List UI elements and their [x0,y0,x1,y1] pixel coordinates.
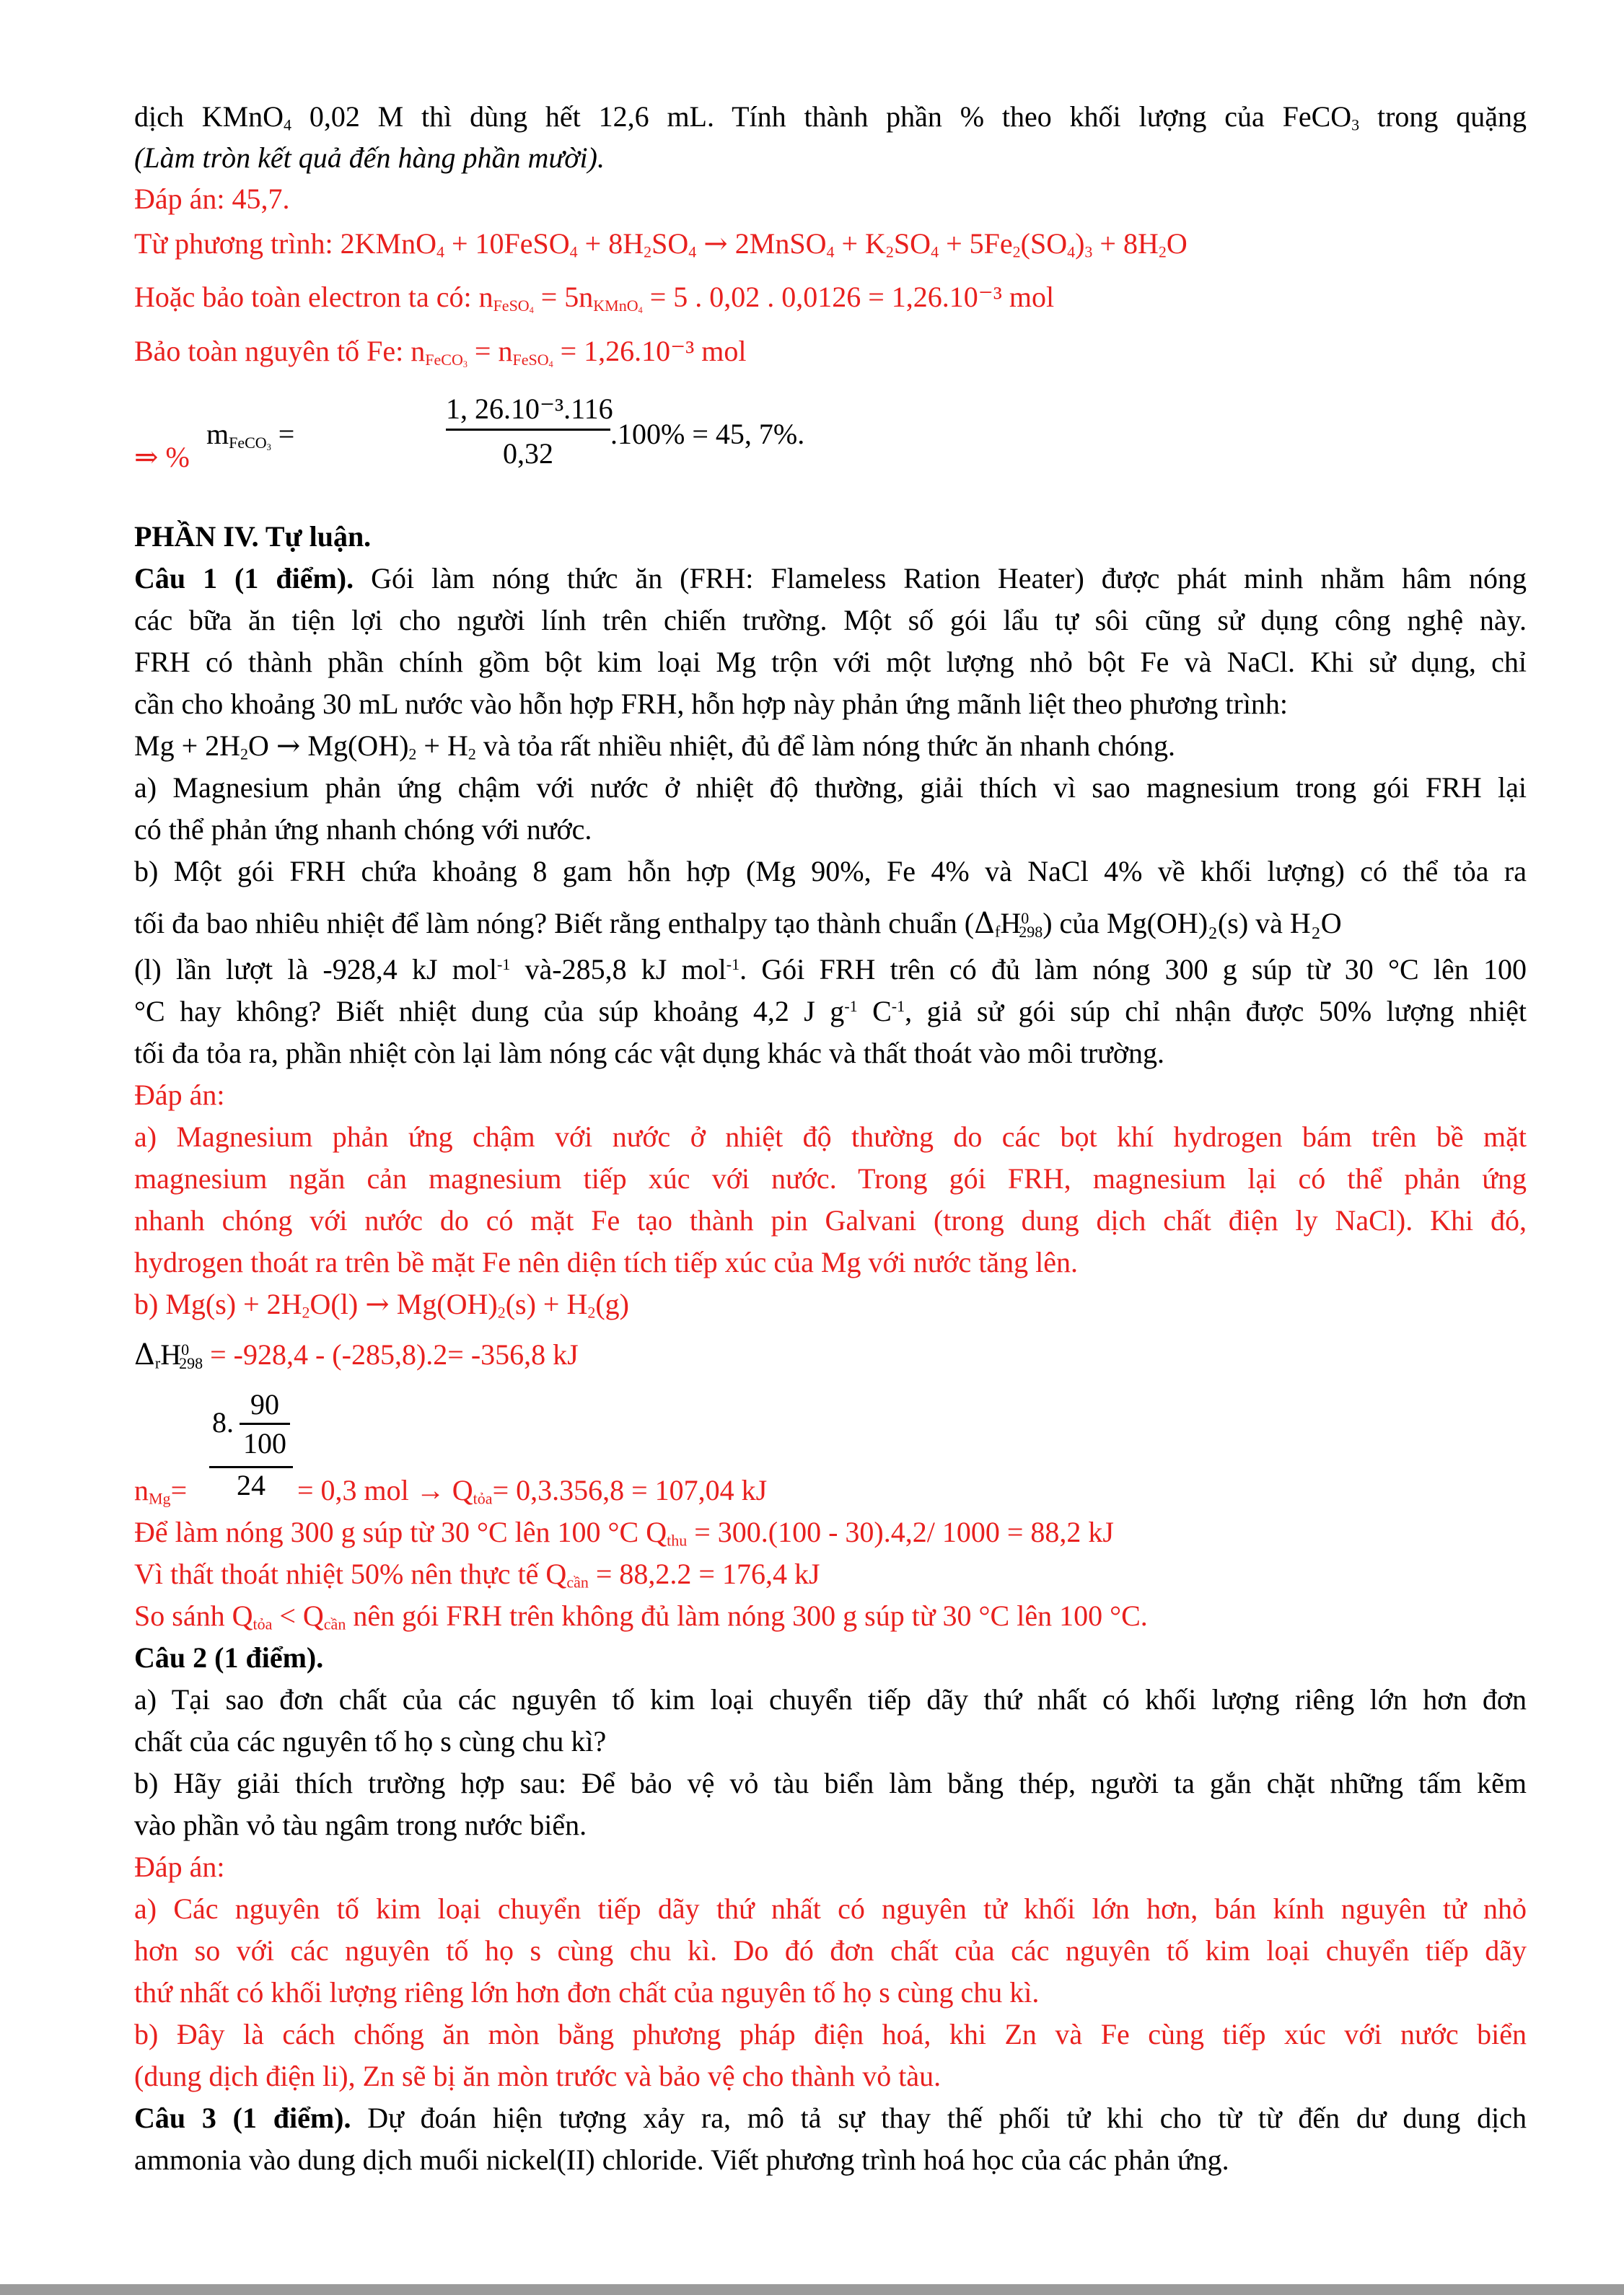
text-span: tối đa bao nhiêu nhiệt để làm nóng? Biết rằng enthalpy tạo thành chuẩn ( [134,907,975,939]
answer-label: Đáp án: [134,1079,225,1111]
text-span: nên gói FRH trên không đủ làm nóng 300 g súp từ 30 °C lên 100 °C. [346,1600,1148,1632]
answer-line [134,1514,1527,1551]
text-line: dịch KMnO$_4$ 0,02 M thì dùng hết 12,6 mL. Tính thành phần % theo khối lượng của FeCO$_3$ trong quặng [134,100,1527,134]
sub-label: thu [667,1531,688,1550]
text-span: = 300.(100 - 30).4,2/ 1000 = 88,2 kJ [687,1516,1114,1548]
text-span: = 88,2.2 = 176,4 kJ [588,1558,820,1590]
nested-num-c: 100 [243,1427,286,1460]
heat-released [297,1473,767,1507]
text-line: vào phần vỏ tàu ngâm trong nước biển. [134,1809,587,1841]
sub-label: cần [566,1573,589,1592]
text-span: = 0,3 mol → Q [297,1474,473,1506]
text-line: (Làm tròn kết quả đến hàng phần mười). [134,141,605,174]
n-mg-label: $n_{Mg}=$ [134,1474,188,1508]
reaction-line: $Mg + 2H_2O \to Mg(OH)_2 + H_2$ và tỏa rất nhiều nhiệt, đủ để làm nóng thức ăn nhanh chóng. [134,729,1176,763]
text-line: cần cho khoảng 30 mL nước vào hỗn hợp FRH, hỗn hợp này phản ứng mãnh liệt theo phương trình: [134,688,1289,720]
text-span: Dự đoán hiện tượng xảy ra, mô tả sự thay thế phối tử khi cho từ từ đến dư dung dịch [367,2102,1527,2134]
enthalpy-line: tối đa bao nhiêu nhiệt để làm nóng? Biết rằng enthalpy tạo thành chuẩn $(\Delta_fH^0_{298})$ của Mg(OH)₂(s) và H₂O [134,907,1342,941]
line-value: = 5 . 0,02 . 0,0126 = 1,26.10⁻³ mol [649,281,1055,313]
answer-line [134,1597,1527,1635]
line-value: = 1,26.10⁻³ mol [560,335,747,367]
answer-line: Đáp án: 45,7. [134,183,290,215]
question-1-title: Câu 1 (1 điểm). [134,562,354,594]
text-line: các bữa ăn tiện lợi cho người lính trên chiến trường. Một số gói lẩu tự sôi cũng sử dụng công nghệ này. [134,604,1527,636]
answer-line: hydrogen thoát ra trên bề mặt Fe nên diện tích tiếp xúc của Mg với nước tăng lên. [134,1246,1079,1278]
text-line: ammonia vào dung dịch muối nickel(II) chloride. Viết phương trình hoá học của các phản ứng. [134,2143,1229,2176]
nested-den: 24 [237,1469,265,1501]
text-line: chất của các nguyên tố họ s cùng chu kì? [134,1725,607,1758]
line-prefix: Hoặc bảo toàn electron ta có: [134,281,472,313]
text-line: °C hay không? Biết nhiệt dung của súp khoảng 4,2 J $g^{-1}$ $C^{-1}$, giả sử gói súp chỉ nhận được 50% lượng nhiệt [134,995,1527,1027]
answer-line: magnesium ngăn cản magnesium tiếp xúc với nước. Trong gói FRH, magnesium lại có thể phản ứng [134,1162,1527,1195]
question-3-line [134,2099,1527,2137]
fraction-numerator: 1, 26.10⁻³.116 [446,390,610,431]
answer-line: b) Đây là cách chống ăn mòn bằng phương pháp điện hoá, khi Zn và Fe cùng tiếp xúc với nước biển [134,2018,1527,2050]
moles-formula [134,1379,1527,1508]
text-line: a) Magnesium phản ứng chậm với nước ở nhiệt độ thường, giải thích vì sao magnesium trong gói FRH lại [134,771,1527,804]
text-span: Vì thất thoát nhiệt 50% nên thực tế Q [134,1558,567,1590]
text-span: và tỏa rất nhiều nhiệt, đủ để làm nóng thức ăn nhanh chóng. [483,729,1176,762]
sub-label: cần [323,1615,346,1633]
answer-line: a) Magnesium phản ứng chậm với nước ở nhiệt độ thường do các bọt khí hydrogen bám trên bề mặt [134,1120,1527,1153]
equation-prefix: Từ phương trình: [134,227,333,260]
equation-line: Từ phương trình: 2KMnO$_4$ + 10FeSO$_4$ + $8H_2SO_4$ → 2MnSO$_4$ + $K_2SO_4 + 5Fe_2(SO_4)_3 + 8H_2O$ [134,227,1188,261]
text-span: Gói làm nóng thức ăn (FRH: Flameless Ration Heater) được phát minh nhằm hâm nóng [371,562,1527,594]
text-span: Để làm nóng 300 g súp từ 30 °C lên 100 °C Q [134,1516,667,1548]
text-line: (l) lần lượt là -928,4 kJ mol$^{-1}$ và-285,8 kJ mol$^{-1}$. Gói FRH trên có đủ làm nóng 300 g súp từ 30 °C lên 100 [134,953,1527,986]
text-line: a) Tại sao đơn chất của các nguyên tố kim loại chuyển tiếp dãy thứ nhất có khối lượng riêng lớn hơn đơn [134,1683,1527,1716]
text-span: = 0,3.356,8 = 107,04 kJ [492,1474,768,1506]
fraction-denominator: 0,32 [503,437,553,470]
answer-line [134,1555,1527,1593]
question-2-title: Câu 2 (1 điểm). [134,1641,324,1674]
sub-label: tỏa [473,1489,493,1508]
text-span: So sánh Q [134,1600,253,1632]
text-line: b) Một gói FRH chứa khoảng 8 gam hỗn hợp (Mg 90%, Fe 4% và NaCl 4% về khối lượng) có thể tỏa ra [134,855,1527,887]
answer-line: thứ nhất có khối lượng riêng lớn hơn đơn chất của nguyên tố họ s cùng chu kì. [134,1976,1040,2009]
text-line: có thể phản ứng nhanh chóng với nước. [134,813,592,846]
line-prefix: Bảo toàn nguyên tố Fe: [134,335,404,367]
nested-num-a: 8. [212,1406,234,1439]
answer-line: a) Các nguyên tố kim loại chuyển tiếp dãy thứ nhất có nguyên tử khối lớn hơn, bán kính nguyên tử nhỏ [134,1892,1527,1925]
question-3-title: Câu 3 (1 điểm). [134,2102,351,2134]
implies-percent: ⇒ % [134,441,190,473]
text-line: tối đa tỏa ra, phần nhiệt còn lại làm nóng các vật dụng khác và thất thoát vào môi trường. [134,1037,1164,1069]
text-span: < Q [272,1600,324,1632]
question-1-line [134,560,1527,597]
text-line: FRH có thành phần chính gồm bột kim loại Mg trộn với một lượng nhỏ bột Fe và NaCl. Khi sử dụng, chỉ [134,646,1527,678]
section-title: PHẦN IV. Tự luận. [134,520,372,553]
fe-conservation-line: Bảo toàn nguyên tố Fe: $n_{FeCO_3} = n_{FeSO_4} = 1,26.10^{-3}$ mol [134,335,747,369]
answer-line: (dung dịch điện li), Zn sẽ bị ăn mòn trước và bảo vệ cho thành vỏ tàu. [134,2060,942,2092]
nested-num-b: 90 [240,1387,290,1425]
text-line: b) Hãy giải thích trường hợp sau: Để bảo vệ vỏ tàu biển làm bằng thép, người ta gắn chặt những tấm kẽm [134,1767,1527,1799]
electron-balance-line: Hoặc bảo toàn electron ta có: $n_{FeSO_4} = 5n_{KMnO_4} = 5$ . 0,02 . 0,0126 = 1,26.10⁻³ mol [134,281,1055,315]
line-value: = -928,4 - (-285,8).2= -356,8 kJ [210,1338,579,1371]
n-sub: Mg [149,1489,171,1508]
percent-formula: ⇒ % $m_{FeCO_3}$ = 1, 26.10⁻³.116 0,32 .100% = 45, 7%. [134,390,1527,483]
answer-reaction-line: b) $Mg(s) + 2H_2O(l) \to Mg(OH)_2(s) + H_2(g)$ [134,1288,629,1322]
answer-line: hơn so với các nguyên tố họ s cùng chu kì. Do đó đơn chất của các nguyên tố kim loại chuyển tiếp dãy [134,1934,1527,1967]
sub-label: tỏa [253,1615,273,1633]
answer-label: Đáp án: [134,1851,225,1883]
enthalpy-calc-line: $\Delta_rH^0_{298} = -928,4 - (-285,8).2= -356,8$ kJ [134,1338,579,1372]
answer-line: nhanh chóng với nước do có mặt Fe tạo thành pin Galvani (trong dung dịch chất điện ly NaCl). Khi đó, [134,1204,1527,1237]
page-bottom-bar [0,2284,1624,2295]
fraction-tail: .100% = 45, 7%. [610,418,805,450]
text-span: ) của Mg(OH)₂(s) và H₂O [1043,907,1342,939]
n-letter: n [134,1474,149,1506]
